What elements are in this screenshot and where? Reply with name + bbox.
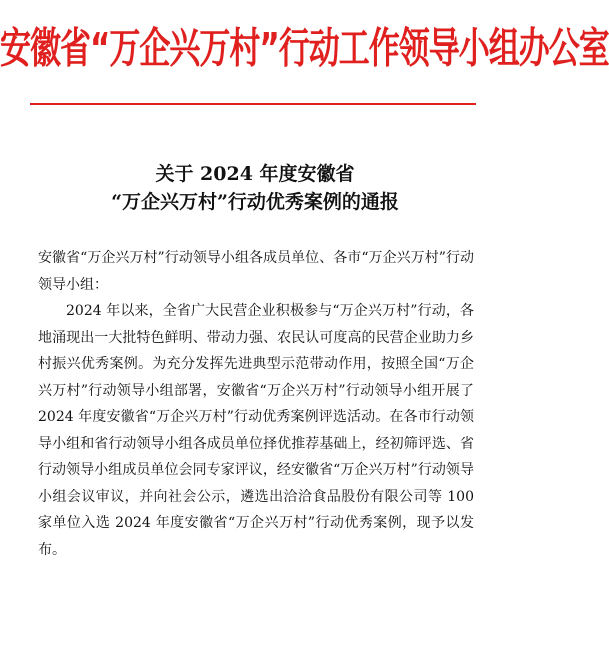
title-line-2: “万企兴万村”行动优秀案例的通报: [111, 191, 399, 213]
title-line-1: 关于 2024 年度安徽省: [155, 163, 355, 185]
issuing-organization-header: 安徽省“万企兴万村”行动工作领导小组办公室: [0, 24, 609, 74]
document-title: [0, 160, 510, 216]
document-body: [38, 245, 474, 563]
salutation: 安徽省“万企兴万村”行动领导小组各成员单位、各市“万企兴万村”行动领导小组：: [38, 250, 474, 293]
body-paragraph: 2024 年以来，全省广大民营企业积极参与“万企兴万村”行动，各地涌现出一大批特色鲜明、带动力强、农民认可度高的民营企业助力乡村振兴优秀案例。为充分发挥先进典型示范带动作用，按照全国“万企兴万村”行动领导小组部署，安徽省“万企兴万村”行动领导小组开展了 2024 年度安徽省“万企兴万村”行动优秀案例评选活动。在各市行动领导小组和省行动领导小组各成员单位择优推荐基础上，经初筛评选、省行动领导小组成员单位会同专家评议，经安徽省“万企兴万村”行动领导小组会议审议，并向社会公示，遴选出洽洽食品股份有限公司等 100 家单位入选 2024 年度安徽省“万企兴万村”行动优秀案例，现予以发布。: [38, 303, 474, 558]
header-divider-rule: [30, 103, 476, 105]
